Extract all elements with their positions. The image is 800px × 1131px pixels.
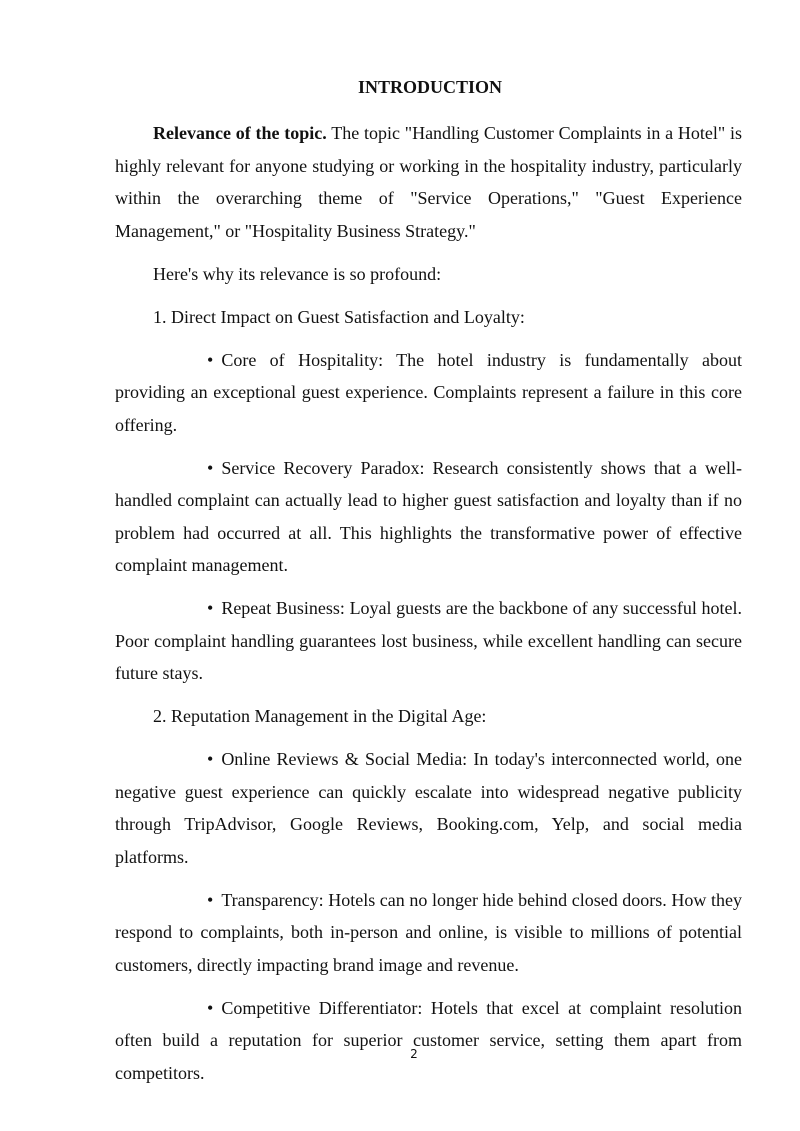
relevance-paragraph — [115, 117, 742, 247]
relevance-label: Relevance of the topic. — [153, 123, 327, 143]
relevance-text: The topic "Handling Customer Complaints in a Hotel" is highly relevant for anyone studying or working in the hospitality industry, particularly within the overarching theme of "Service Operations," "Guest Experience Management," or "Hospitality Business Strategy." — [115, 123, 743, 241]
bullet-icon: • — [207, 598, 214, 618]
bullet-text: Online Reviews & Social Media: In today's interconnected world, one negative guest experience can quickly escalate into widespread negative publicity through TripAdvisor, Google Reviews, Booking.com, Yelp, and social media platforms. — [115, 749, 742, 867]
section-heading-2: 2. Reputation Management in the Digital Age: — [153, 706, 487, 726]
page-number: 2 — [410, 1047, 418, 1061]
bullet-icon: • — [207, 889, 214, 910]
bullet-item — [115, 992, 742, 1090]
bullet-item — [115, 884, 742, 982]
bullet-text: Competitive Differentiator: Hotels that excel at complaint resolution often build a reputation for superior customer service, setting them apart from competitors. — [115, 997, 742, 1083]
bullet-icon: • — [207, 349, 214, 370]
bullet-text: Repeat Business: Loyal guests are the backbone of any successful hotel. Poor complaint handling guarantees lost business, while excellent handling can secure future stays. — [115, 598, 742, 683]
bullet-text: Core of Hospitality: The hotel industry is fundamentally about providing an exceptional guest experience. Complaints represent a failure in this core offering. — [115, 349, 742, 435]
bullet-item — [115, 344, 742, 442]
bullet-icon: • — [207, 457, 214, 478]
section-heading-1: 1. Direct Impact on Guest Satisfaction and Loyalty: — [153, 306, 525, 327]
bullet-item — [115, 452, 742, 582]
bullet-text: Transparency: Hotels can no longer hide behind closed doors. How they respond to complaints, both in-person and online, is visible to millions of potential customers, directly impacting brand image and revenue. — [115, 889, 742, 975]
intro-line: Here's why its relevance is so profound: — [153, 263, 442, 284]
page-title: INTRODUCTION — [357, 77, 503, 97]
bullet-item — [115, 743, 742, 873]
bullet-item — [115, 592, 742, 690]
bullet-icon: • — [207, 749, 214, 769]
document-body — [115, 117, 742, 1100]
bullet-icon: • — [207, 997, 214, 1018]
bullet-text: Service Recovery Paradox: Research consistently shows that a well-handled complaint can actually lead to higher guest satisfaction and loyalty than if no problem had occurred at all. This highlights the transformative power of effective complaint management. — [115, 457, 742, 575]
